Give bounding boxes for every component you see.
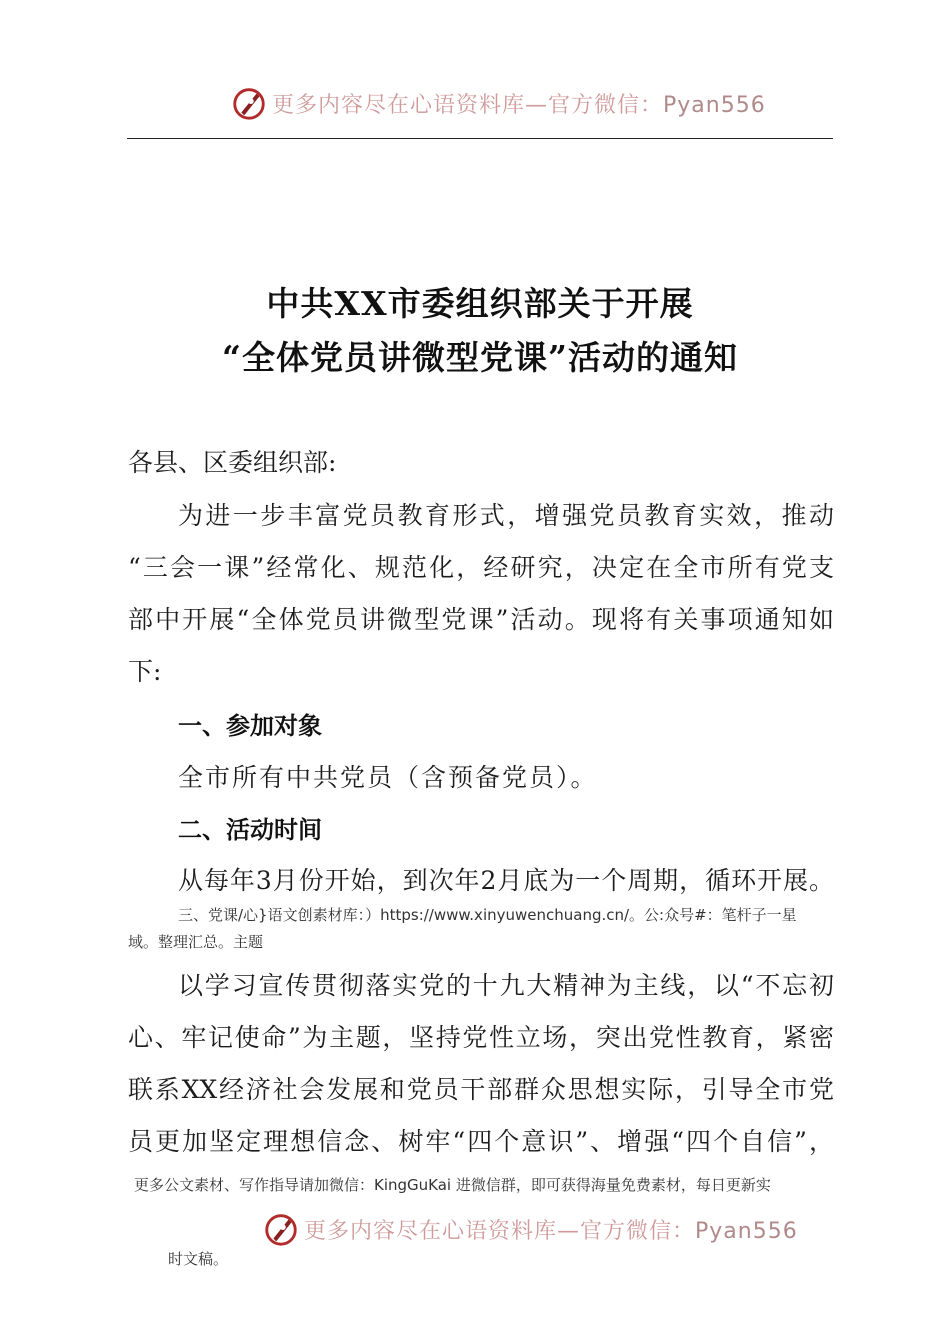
header-banner-text: 更多内容尽在心语资料库—官方微信：Pyan556 xyxy=(272,92,766,118)
pen-circle-logo-icon xyxy=(262,1210,300,1248)
footer-note-line1: 更多公文素材、写作指导请加微信：KingGuKai 进微信群，即可获得海量免费素材，每日更新实 xyxy=(134,1176,771,1194)
para3-line1: 以学习宣传贯彻落实党的十九大精神为主线，以“不忘初 xyxy=(178,971,834,1000)
footer-banner-text: 更多内容尽在心语资料库—官方微信：Pyan556 xyxy=(304,1218,798,1244)
para3-line4: 员更加坚定理想信念、树牢“四个意识”、增强“四个自信”， xyxy=(128,1127,834,1156)
para1-line2: “三会一课”经常化、规范化，经研究，决定在全市所有党支 xyxy=(128,553,834,582)
document-title-line2: “全体党员讲微型党课”活动的通知 xyxy=(222,338,738,377)
section1-body: 全市所有中共党员（含预备党员）。 xyxy=(178,763,598,792)
header-banner xyxy=(230,82,766,124)
section3-heading-line2: 域。整理汇总。主题 xyxy=(128,933,264,951)
section1-heading: 一、参加对象 xyxy=(178,712,322,740)
footer-note-line2: 时文稿。 xyxy=(168,1250,229,1268)
document-title-line1: 中共XX市委组织部关于开展 xyxy=(266,284,694,323)
para1-line3: 部中开展“全体党员讲微型党课”活动。现将有关事项通知如 xyxy=(128,605,834,634)
section2-body: 从每年3月份开始，到次年2月底为一个周期，循环开展。 xyxy=(178,866,834,895)
salutation: 各县、区委组织部: xyxy=(128,448,337,477)
para3-line2: 心、牢记使命”为主题，坚持党性立场，突出党性教育，紧密 xyxy=(128,1023,834,1052)
para1-line4: 下: xyxy=(128,657,162,686)
para1-line1: 为进一步丰富党员教育形式，增强党员教育实效，推动 xyxy=(178,501,834,530)
para3-line3: 联系XX经济社会发展和党员干部群众思想实际，引导全市党 xyxy=(128,1075,834,1104)
pen-circle-logo-icon xyxy=(230,84,268,122)
footer-banner xyxy=(262,1208,798,1250)
section3-heading-line1: 三、党课/心}语文创素材库：）https://www.xinyuwenchuang.cn/。公:众号#：笔杆子一星 xyxy=(178,906,797,924)
section2-heading: 二、活动时间 xyxy=(178,816,322,844)
header-rule xyxy=(127,138,833,139)
